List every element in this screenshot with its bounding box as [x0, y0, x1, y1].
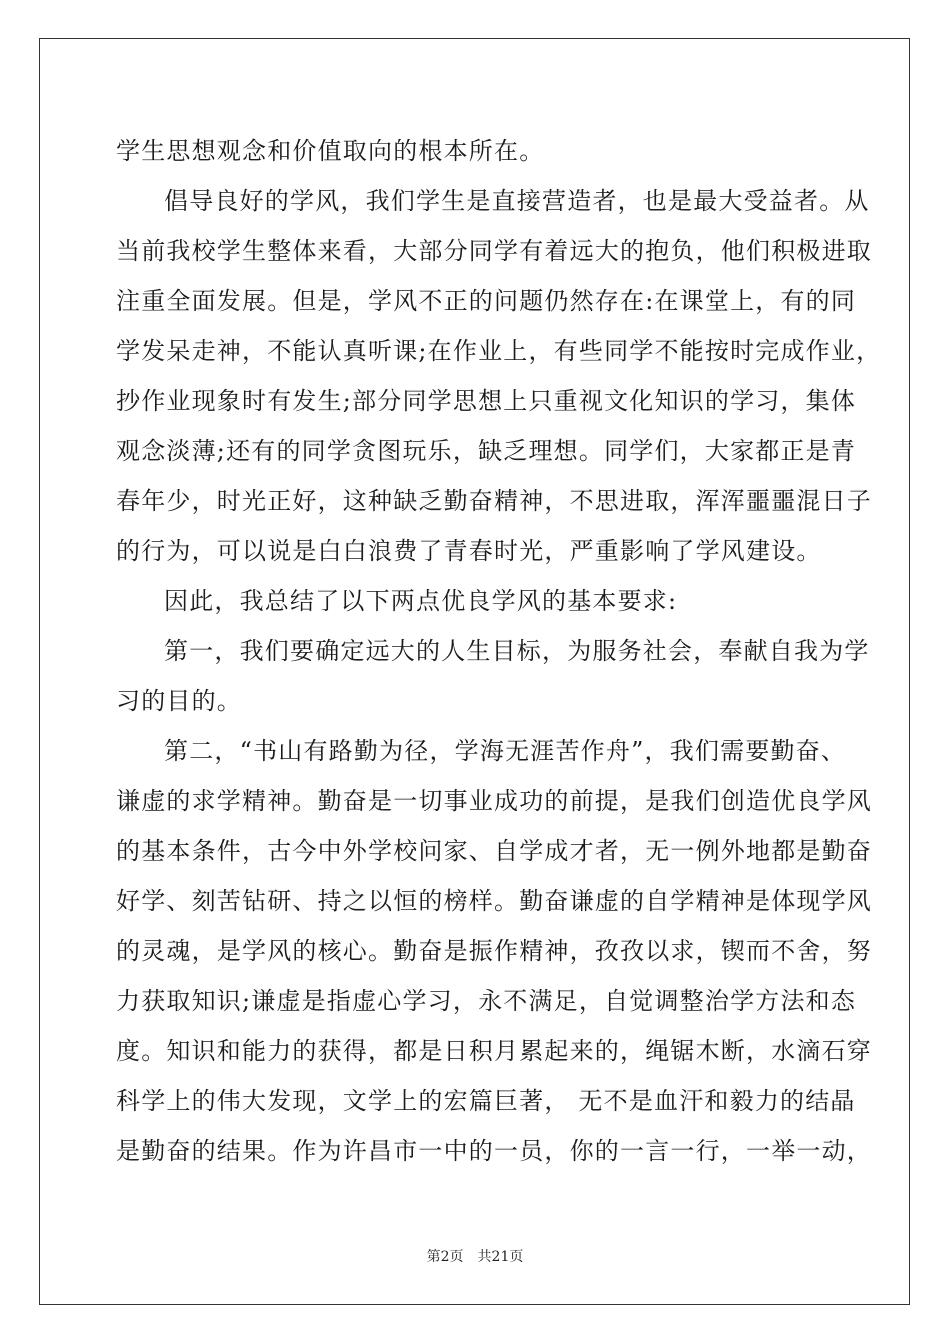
- page-footer: [0, 1246, 950, 1266]
- text-line: 度。知识和能力的获得，都是日积月累起来的，绳锯木断，水滴石穿: [116, 1037, 872, 1065]
- text-line: 习的目的。: [116, 687, 242, 715]
- text-line: 力获取知识;谦虚是指虚心学习，永不满足，自觉调整治学方法和态: [116, 987, 857, 1015]
- text-line: 当前我校学生整体来看，大部分同学有着远大的抱负，他们积极进取: [116, 237, 872, 265]
- text-line: 好学、刻苦钻研、持之以恒的榜样。勤奋谦虚的自学精神是体现学风: [116, 887, 872, 915]
- text-line: 的基本条件，古今中外学校问家、自学成才者，无一例外地都是勤奋: [116, 837, 872, 865]
- text-line: 谦虚的求学精神。勤奋是一切事业成功的前提，是我们创造优良学风: [116, 787, 872, 815]
- text-line: 观念淡薄;还有的同学贪图玩乐，缺乏理想。同学们，大家都正是青: [116, 437, 857, 465]
- text-line: 抄作业现象时有发生;部分同学思想上只重视文化知识的学习，集体: [116, 387, 857, 415]
- text-line: 因此，我总结了以下两点优良学风的基本要求:: [164, 587, 678, 615]
- text-line: 的行为，可以说是白白浪费了青春时光，严重影响了学风建设。: [116, 537, 822, 565]
- text-line: 注重全面发展。但是，学风不正的问题仍然存在:在课堂上，有的同: [116, 287, 857, 315]
- text-line: 是勤奋的结果。作为许昌市一中的一员，你的一言一行，一举一动，: [116, 1137, 872, 1165]
- text-line: 的灵魂，是学风的核心。勤奋是振作精神，孜孜以求，锲而不舍，努: [116, 937, 872, 965]
- page-total: 共21页: [477, 1249, 524, 1265]
- text-line: 倡导良好的学风，我们学生是直接营造者，也是最大受益者。从: [164, 187, 870, 215]
- text-line: 第一，我们要确定远大的人生目标，为服务社会，奉献自我为学: [164, 637, 870, 665]
- text-line: 学发呆走神，不能认真听课;在作业上，有些同学不能按时完成作业，: [116, 337, 882, 365]
- text-line: 第二，“书山有路勤为径，学海无涯苦作舟”，我们需要勤奋、: [164, 737, 847, 765]
- text-line: 学生思想观念和价值取向的根本所在。: [116, 137, 545, 165]
- page-number: 第2页: [426, 1249, 464, 1265]
- text-line: 春年少，时光正好，这种缺乏勤奋精神，不思进取，浑浑噩噩混日子: [116, 487, 872, 515]
- document-body: [116, 126, 882, 1176]
- text-line: 科学上的伟大发现，文学上的宏篇巨著， 无不是血汗和毅力的结晶: [116, 1087, 856, 1115]
